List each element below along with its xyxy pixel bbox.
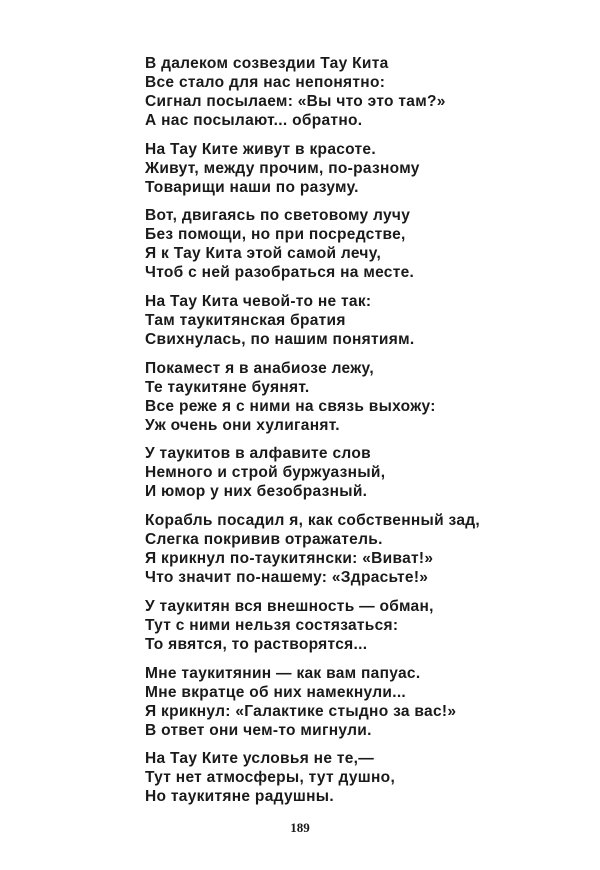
stanza <box>145 292 490 349</box>
stanza <box>145 206 490 282</box>
poem-line: Живут, между прочим, по-разному <box>145 159 420 177</box>
page-number: 189 <box>290 820 310 835</box>
poem-line: Корабль посадил я, как собственный зад, <box>145 512 481 530</box>
poem-line: Чтоб с ней разобраться на месте. <box>145 264 415 282</box>
poem-line: В ответ они чем-то мигнули. <box>145 721 372 739</box>
poem-line: А нас посылают... обратно. <box>145 112 363 129</box>
stanza <box>145 140 490 197</box>
poem-line: На Тау Ките условья не те,— <box>145 750 375 768</box>
stanza <box>145 359 490 435</box>
poem-line: Те таукитяне буянят. <box>145 378 310 396</box>
poem-line: Там таукитянская братия <box>145 312 346 330</box>
poem-line: Свихнулась, по нашим понятиям. <box>145 331 415 349</box>
poem-text <box>145 54 490 816</box>
poem-line: То явятся, то растворятся... <box>145 635 368 653</box>
poem-line: И юмор у них безобразный. <box>145 483 368 501</box>
stanza <box>145 749 490 806</box>
poem-line: На Тау Кита чевой-то не так: <box>145 293 372 311</box>
poem-line: Что значит по-нашему: «Здрасьте!» <box>145 569 429 587</box>
poem-line: Тут нет атмосферы, тут душно, <box>145 769 396 787</box>
stanza <box>145 597 490 654</box>
poem-line: Мне таукитянин — как вам папуас. <box>145 664 421 682</box>
poem-line: Я крикнул: «Галактике стыдно за вас!» <box>145 702 457 720</box>
poem-line: Я крикнул по-таукитянски: «Виват!» <box>145 550 434 568</box>
poem-line: У таукитов в алфавите слов <box>145 445 371 463</box>
poem-line: Я к Тау Кита этой самой лечу, <box>145 245 382 263</box>
poem-line: Сигнал посылаем: «Вы что это там?» <box>145 93 446 110</box>
poem-line: Но таукитяне радушны. <box>145 788 334 806</box>
poem-line: Мне вкратце об них намекнули... <box>145 683 407 701</box>
stanza <box>145 664 490 740</box>
poem-line: Слегка покривив отражатель. <box>145 531 383 549</box>
poem-line: Все реже я с ними на связь выхожу: <box>145 397 436 415</box>
poem-line: Вот, двигаясь по световому лучу <box>145 207 411 225</box>
poem-line: Уж очень они хулиганят. <box>145 416 340 434</box>
stanza <box>145 511 490 587</box>
stanza <box>145 444 490 501</box>
poem-line: Все стало для нас непонятно: <box>145 74 386 91</box>
poem-line: На Тау Ките живут в красоте. <box>145 140 376 158</box>
poem-line: У таукитян вся внешность — обман, <box>145 597 434 615</box>
poem-line: Без помощи, но при посредстве, <box>145 226 406 244</box>
stanza <box>145 54 490 130</box>
poem-line: Немного и строй буржуазный, <box>145 464 386 482</box>
poem-line: В далеком созвездии Тау Кита <box>145 55 389 72</box>
poem-line: Товарищи наши по разуму. <box>145 178 359 196</box>
poem-line: Покамест я в анабиозе лежу, <box>145 359 374 377</box>
poem-line: Тут с ними нельзя состязаться: <box>145 616 399 634</box>
